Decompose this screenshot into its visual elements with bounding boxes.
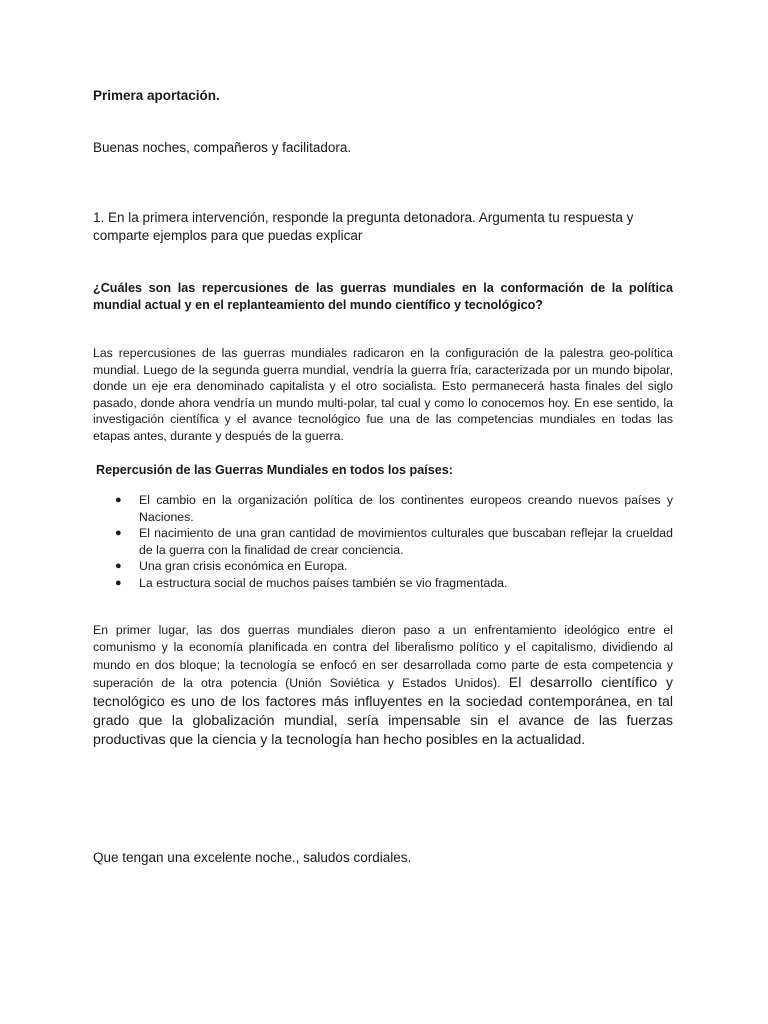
bullet-list [115, 492, 673, 592]
list-item [115, 575, 673, 592]
list-item-text: La estructura social de muchos países también se vio fragmentada. [139, 575, 508, 590]
paragraph-repercussions: Las repercusiones de las guerras mundiales radicaron en la configuración de la palestra geo-política mundial. Luego de la segunda guerra mundial, vendría la guerra fría, caracterizada por un mundo bipolar, donde un eje era denominado capitalista y el otro socialista. Esto permanecerá hasta finales del siglo pasado, donde ahora vendría un mundo multi-polar, tal cual y como lo conocemos hoy. En ese sentido, la investigación científica y el avance tecnológico fue una de las competencias mundiales en todas las etapas antes, durante y después de la guerra. [93, 346, 673, 443]
list-item [115, 558, 673, 575]
list-item-text: El nacimiento de una gran cantidad de movimientos culturales que buscaban reflejar la crueldad de la guerra con la finalidad de crear conciencia. [139, 526, 673, 557]
bullet-icon: ● [115, 576, 122, 589]
bullet-icon: ● [115, 527, 122, 540]
list-item [115, 525, 673, 558]
instruction-text: 1. En la primera intervención, responde la pregunta detonadora. Argumenta tu respuesta y comparte ejemplos para que puedas explicar [93, 210, 634, 243]
bullet-icon: ● [115, 560, 122, 573]
trigger-question: ¿Cuáles son las repercusiones de las guerras mundiales en la conformación de la política mundial actual y en el replanteamiento del mundo científico y tecnológico? [93, 281, 673, 312]
paragraph-conclusion-part2: El desarrollo científico y tecnológico es uno de los factores más influyentes en la sociedad contemporánea, en tal grado que la globalización mundial, sería impensable sin el avance de las fuerzas productivas que la ciencia y la tecnología han hecho posibles en la actualidad. [93, 674, 673, 748]
list-item-text: El cambio en la organización política de los continentes europeos creando nuevos países y Naciones. [139, 493, 673, 524]
closing-text: Que tengan una excelente noche., saludos cordiales. [93, 850, 412, 865]
document-title: Primera aportación. [93, 88, 220, 103]
greeting-text: Buenas noches, compañeros y facilitadora. [93, 140, 352, 155]
list-item [115, 492, 673, 525]
paragraph-conclusion-part1: En primer lugar, las dos guerras mundiales dieron paso a un enfrentamiento ideológico entre el comunismo y la economía planificada en contra del liberalismo político y el capitalismo, dividiendo al mundo en dos bloque; la tecnología se enfocó en ser desarrollada como parte de esta competencia y superación de la otra potencia (Unión Soviética y Estados Unidos). [93, 623, 673, 690]
bullet-icon: ● [115, 494, 122, 506]
list-item-text: Una gran crisis económica en Europa. [139, 559, 348, 574]
section-subheading: Repercusión de las Guerras Mundiales en todos los países: [96, 463, 453, 477]
paragraph-conclusion [93, 622, 673, 750]
